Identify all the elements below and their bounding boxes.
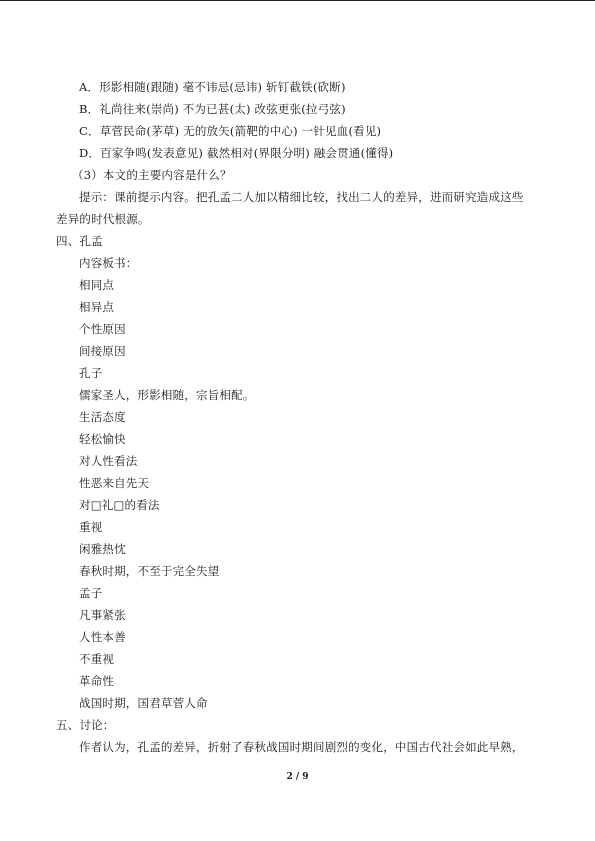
list-item: 重视 bbox=[79, 520, 103, 534]
option-d: D．百家争鸣(发表意见) 截然相对(界限分明) 融会贯通(懂得) bbox=[79, 146, 394, 160]
page-number: 2 / 9 bbox=[286, 772, 309, 782]
list-item: 战国时期，国君草菅人命 bbox=[79, 696, 208, 710]
board-heading: 内容板书： bbox=[79, 256, 138, 270]
list-item: 孔子 bbox=[79, 366, 103, 380]
list-item: 凡事紧张 bbox=[79, 608, 126, 622]
option-b: B．礼尚往来(崇尚) 不为已甚(太) 改弦更张(拉弓弦) bbox=[79, 102, 346, 116]
list-item: 不重视 bbox=[79, 652, 115, 666]
page-top-rule bbox=[0, 0, 595, 1]
list-item: 儒家圣人，形影相随，宗旨相配。 bbox=[79, 388, 255, 402]
list-item: 革命性 bbox=[79, 674, 115, 688]
option-a: A．形影相随(跟随) 毫不讳忌(忌讳) 斩钉截铁(砍断) bbox=[79, 80, 346, 94]
question-3: （3）本文的主要内容是什么？ bbox=[72, 168, 232, 182]
hint-paragraph-cont: 差异的时代根源。 bbox=[56, 212, 150, 226]
list-item: 生活态度 bbox=[79, 410, 126, 424]
section-heading-4: 四、孔孟 bbox=[56, 234, 103, 248]
list-item: 轻松愉快 bbox=[79, 432, 126, 446]
list-item: 间接原因 bbox=[79, 344, 126, 358]
list-item: 个性原因 bbox=[79, 322, 126, 336]
list-item: 对□礼□的看法 bbox=[79, 498, 160, 512]
list-item: 人性本善 bbox=[79, 630, 126, 644]
list-item: 春秋时期，不至于完全失望 bbox=[79, 564, 220, 578]
list-item: 闲雅热忱 bbox=[79, 542, 126, 556]
list-item: 对人性看法 bbox=[79, 454, 138, 468]
list-item: 相同点 bbox=[79, 278, 115, 292]
list-item: 孟子 bbox=[79, 586, 103, 600]
list-item: 相异点 bbox=[79, 300, 115, 314]
section-heading-5: 五、讨论： bbox=[56, 718, 115, 732]
option-c: C．草菅民命(茅草) 无的放矢(箭靶的中心) 一针见血(看见) bbox=[79, 124, 382, 138]
list-item: 性恶来自先天 bbox=[79, 476, 150, 490]
discussion-paragraph: 作者认为，孔孟的差异，折射了春秋战国时期间剧烈的变化，中国古代社会如此早熟， bbox=[79, 740, 524, 754]
hint-paragraph: 提示：课前提示内容。把孔孟二人加以精细比较，找出二人的差异，进而研究造成这些 bbox=[79, 190, 524, 204]
